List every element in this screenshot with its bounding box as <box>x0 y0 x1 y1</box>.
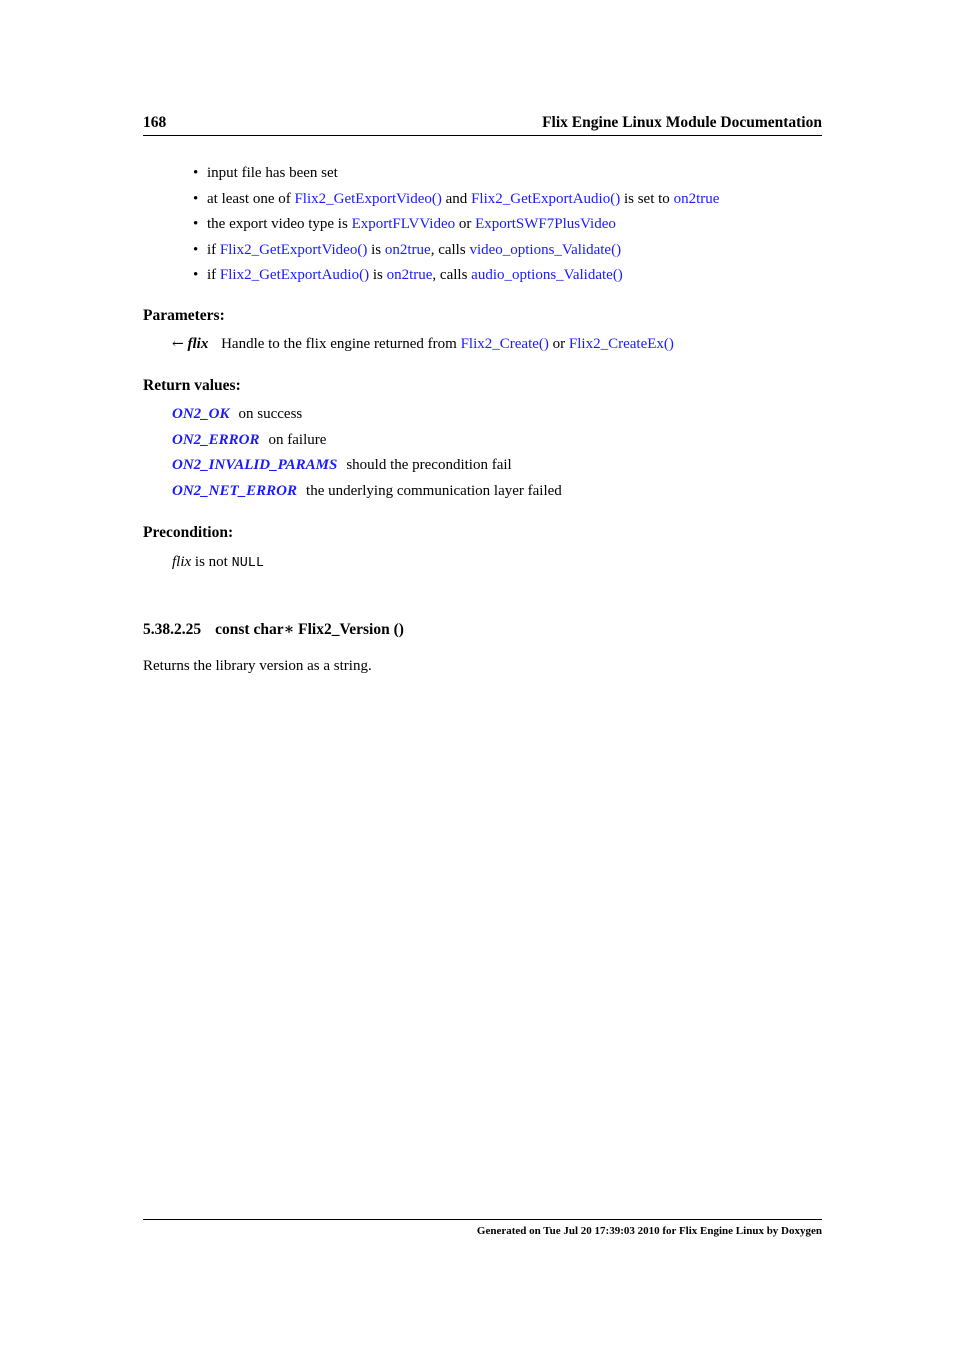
return-value-row: ON2_OK on success <box>172 406 303 422</box>
code-null: NULL <box>231 556 265 571</box>
precondition-subject: flix <box>172 554 192 570</box>
precondition-text: flix is not NULL <box>172 554 265 571</box>
link-audio-options-validate[interactable]: audio_options_Validate() <box>471 267 623 283</box>
return-value-row: ON2_INVALID_PARAMS should the precondition fail <box>172 457 512 473</box>
link-on2true[interactable]: on2true <box>384 241 431 258</box>
page-footer: Generated on Tue Jul 20 17:39:03 2010 for Flix Engine Linux by Doxygen <box>143 1219 822 1237</box>
link-flix2-getexportaudio[interactable]: Flix2_GetExportAudio() <box>219 267 370 283</box>
function-signature: const char∗ Flix2_Version () <box>215 621 404 638</box>
link-video-options-validate[interactable]: video_options_Validate() <box>469 241 622 258</box>
link-on2-invalid-params[interactable]: ON2_INVALID_PARAMS <box>172 457 338 473</box>
link-flix2-getexportvideo[interactable]: Flix2_GetExportVideo() <box>219 241 368 258</box>
list-item: • if Flix2_GetExportAudio() is on2true, calls audio_options_Validate() <box>193 265 719 291</box>
link-on2-net-error[interactable]: ON2_NET_ERROR <box>172 483 298 499</box>
return-values-label: Return values: <box>143 377 241 394</box>
function-heading <box>143 619 404 639</box>
precondition-label: Precondition: <box>143 524 234 541</box>
list-item: • at least one of Flix2_GetExportVideo() and Flix2_GetExportAudio() is set to on2true <box>193 189 719 215</box>
link-flix2-create[interactable]: Flix2_Create() <box>460 336 549 352</box>
link-flix2-getexportaudio[interactable]: Flix2_GetExportAudio() <box>471 190 621 207</box>
precondition-bullet-list <box>193 163 719 291</box>
page-header <box>143 113 822 136</box>
parameters-label: Parameters: <box>143 307 225 324</box>
list-item: • if Flix2_GetExportVideo() is on2true, calls video_options_Validate() <box>193 240 719 266</box>
section-number: 5.38.2.25 <box>143 621 202 638</box>
function-description: Returns the library version as a string. <box>143 658 372 674</box>
link-on2-error[interactable]: ON2_ERROR <box>172 432 260 448</box>
page-number: 168 <box>143 114 167 131</box>
link-exportswf7plusvideo[interactable]: ExportSWF7PlusVideo <box>475 216 616 232</box>
link-on2true[interactable]: on2true <box>386 267 433 283</box>
running-title: Flix Engine Linux Module Documentation <box>542 114 822 131</box>
link-exportflvvideo[interactable]: ExportFLVVideo <box>351 216 456 232</box>
return-value-row: ON2_ERROR on failure <box>172 432 327 448</box>
list-item: • the export video type is ExportFLVVideo or ExportSWF7PlusVideo <box>193 214 719 240</box>
input-arrow-icon: ← <box>172 336 184 352</box>
parameter-name: flix <box>187 336 209 352</box>
link-flix2-createex[interactable]: Flix2_CreateEx() <box>568 336 674 352</box>
link-on2true[interactable]: on2true <box>673 190 720 207</box>
link-on2-ok[interactable]: ON2_OK <box>172 406 230 422</box>
link-flix2-getexportvideo[interactable]: Flix2_GetExportVideo() <box>294 190 442 207</box>
return-value-row: ON2_NET_ERROR the underlying communication layer failed <box>172 483 562 499</box>
parameter-row: ← flix Handle to the flix engine returned from Flix2_Create() or Flix2_CreateEx() <box>172 336 674 352</box>
list-item: • input file has been set <box>193 163 719 189</box>
